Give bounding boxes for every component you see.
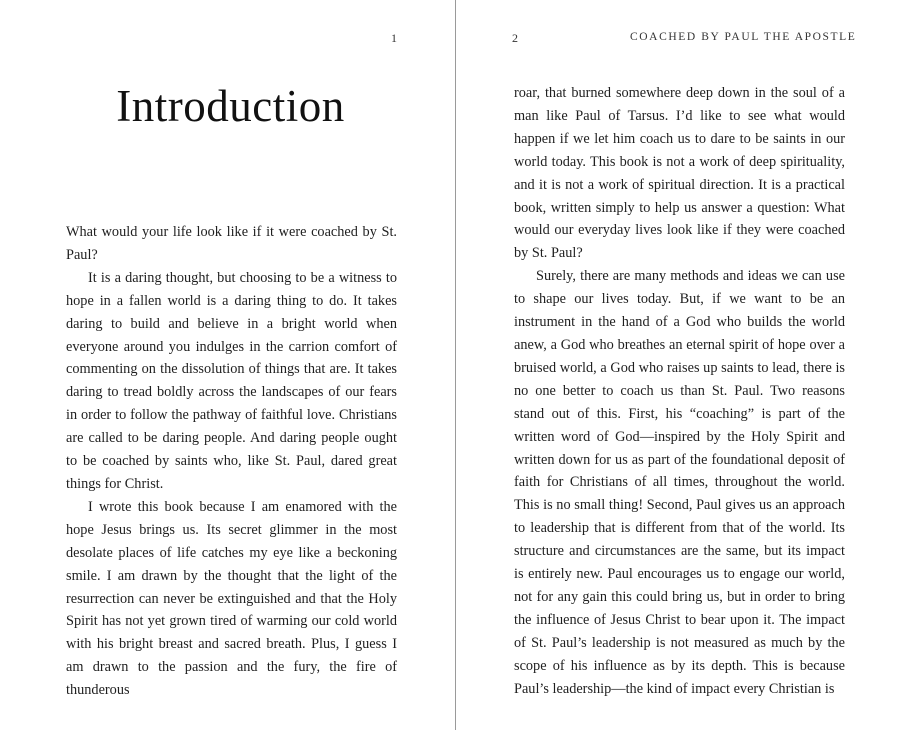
right-page [456, 0, 911, 730]
body-paragraph: Surely, there are many methods and ideas we can use to shape our lives today. But, if we want to be an instrument in the hand of a God who builds the world anew, a God who breathes an eternal spirit of hope over a bruised world, a God who raises up saints to lead, there is no one better to coach us than St. Paul. Two reasons stand out of this. First, his “coaching” is part of the written word of God—inspired by the Holy Spirit and written down for us as part of the foundational deposit of faith for Christians of all times, throughout the world. This is no small thing! Second, Paul gives us an approach to leadership that is different from that of the world. Its structure and circumstances are the same, but its impact is entirely new. Paul encourages us to engage our world, not for any gain this could bring us, but in order to bring the influence of Jesus Christ to bear upon it. The impact of St. Paul’s leadership is not measured as much by the scope of his influence as by its depth. This is because Paul’s leadership—the kind of impact every Christian is [514, 268, 845, 697]
running-head: COACHED BY PAUL THE APOSTLE [630, 31, 857, 43]
continued-paragraph: roar, that burned somewhere deep down in the soul of a man like Paul of Tarsus. I’d like to see what would happen if we let him coach us to dare to be saints in our world today. This book is not a work of deep spirituality, and it is not a work of spiritual direction. It is a practical book, written simply to help us answer a question: What would our everyday lives look like if they were coached by St. Paul? [514, 85, 845, 262]
left-body-text [66, 221, 397, 702]
page-number-right: 2 [512, 31, 519, 45]
body-paragraph: I wrote this book because I am enamored with the hope Jesus brings us. Its secret glimmer in the most desolate places of life catches my eye like a beckoning smile. I am drawn by the thought that the light of the resurrection can never be extinguished and that the Holy Spirit has not yet grown tired of warming our cold world with his bright breast and sacred breath. Plus, I guess I am drawn to the passion and the fury, the fire of thunderous [66, 498, 397, 699]
chapter-title: Introduction [116, 81, 345, 131]
opening-question-paragraph: What would your life look like if it were coached by St. Paul? [66, 224, 397, 263]
right-body-text [514, 82, 845, 700]
page-number-left: 1 [391, 31, 398, 45]
left-page [0, 0, 455, 730]
body-paragraph: It is a daring thought, but choosing to be a witness to hope in a fallen world is a daring thing to do. It takes daring to build and believe in a bright world when everyone around you indulges in the carrion comfort of commenting on the dissolution of things that are. It takes daring to tread boldly across the landscapes of our fears in order to follow the pathway of faithful love. Christians are called to be daring people. And daring people ought to be coached by saints who, like St. Paul, dared great things for Christ. [66, 269, 397, 492]
